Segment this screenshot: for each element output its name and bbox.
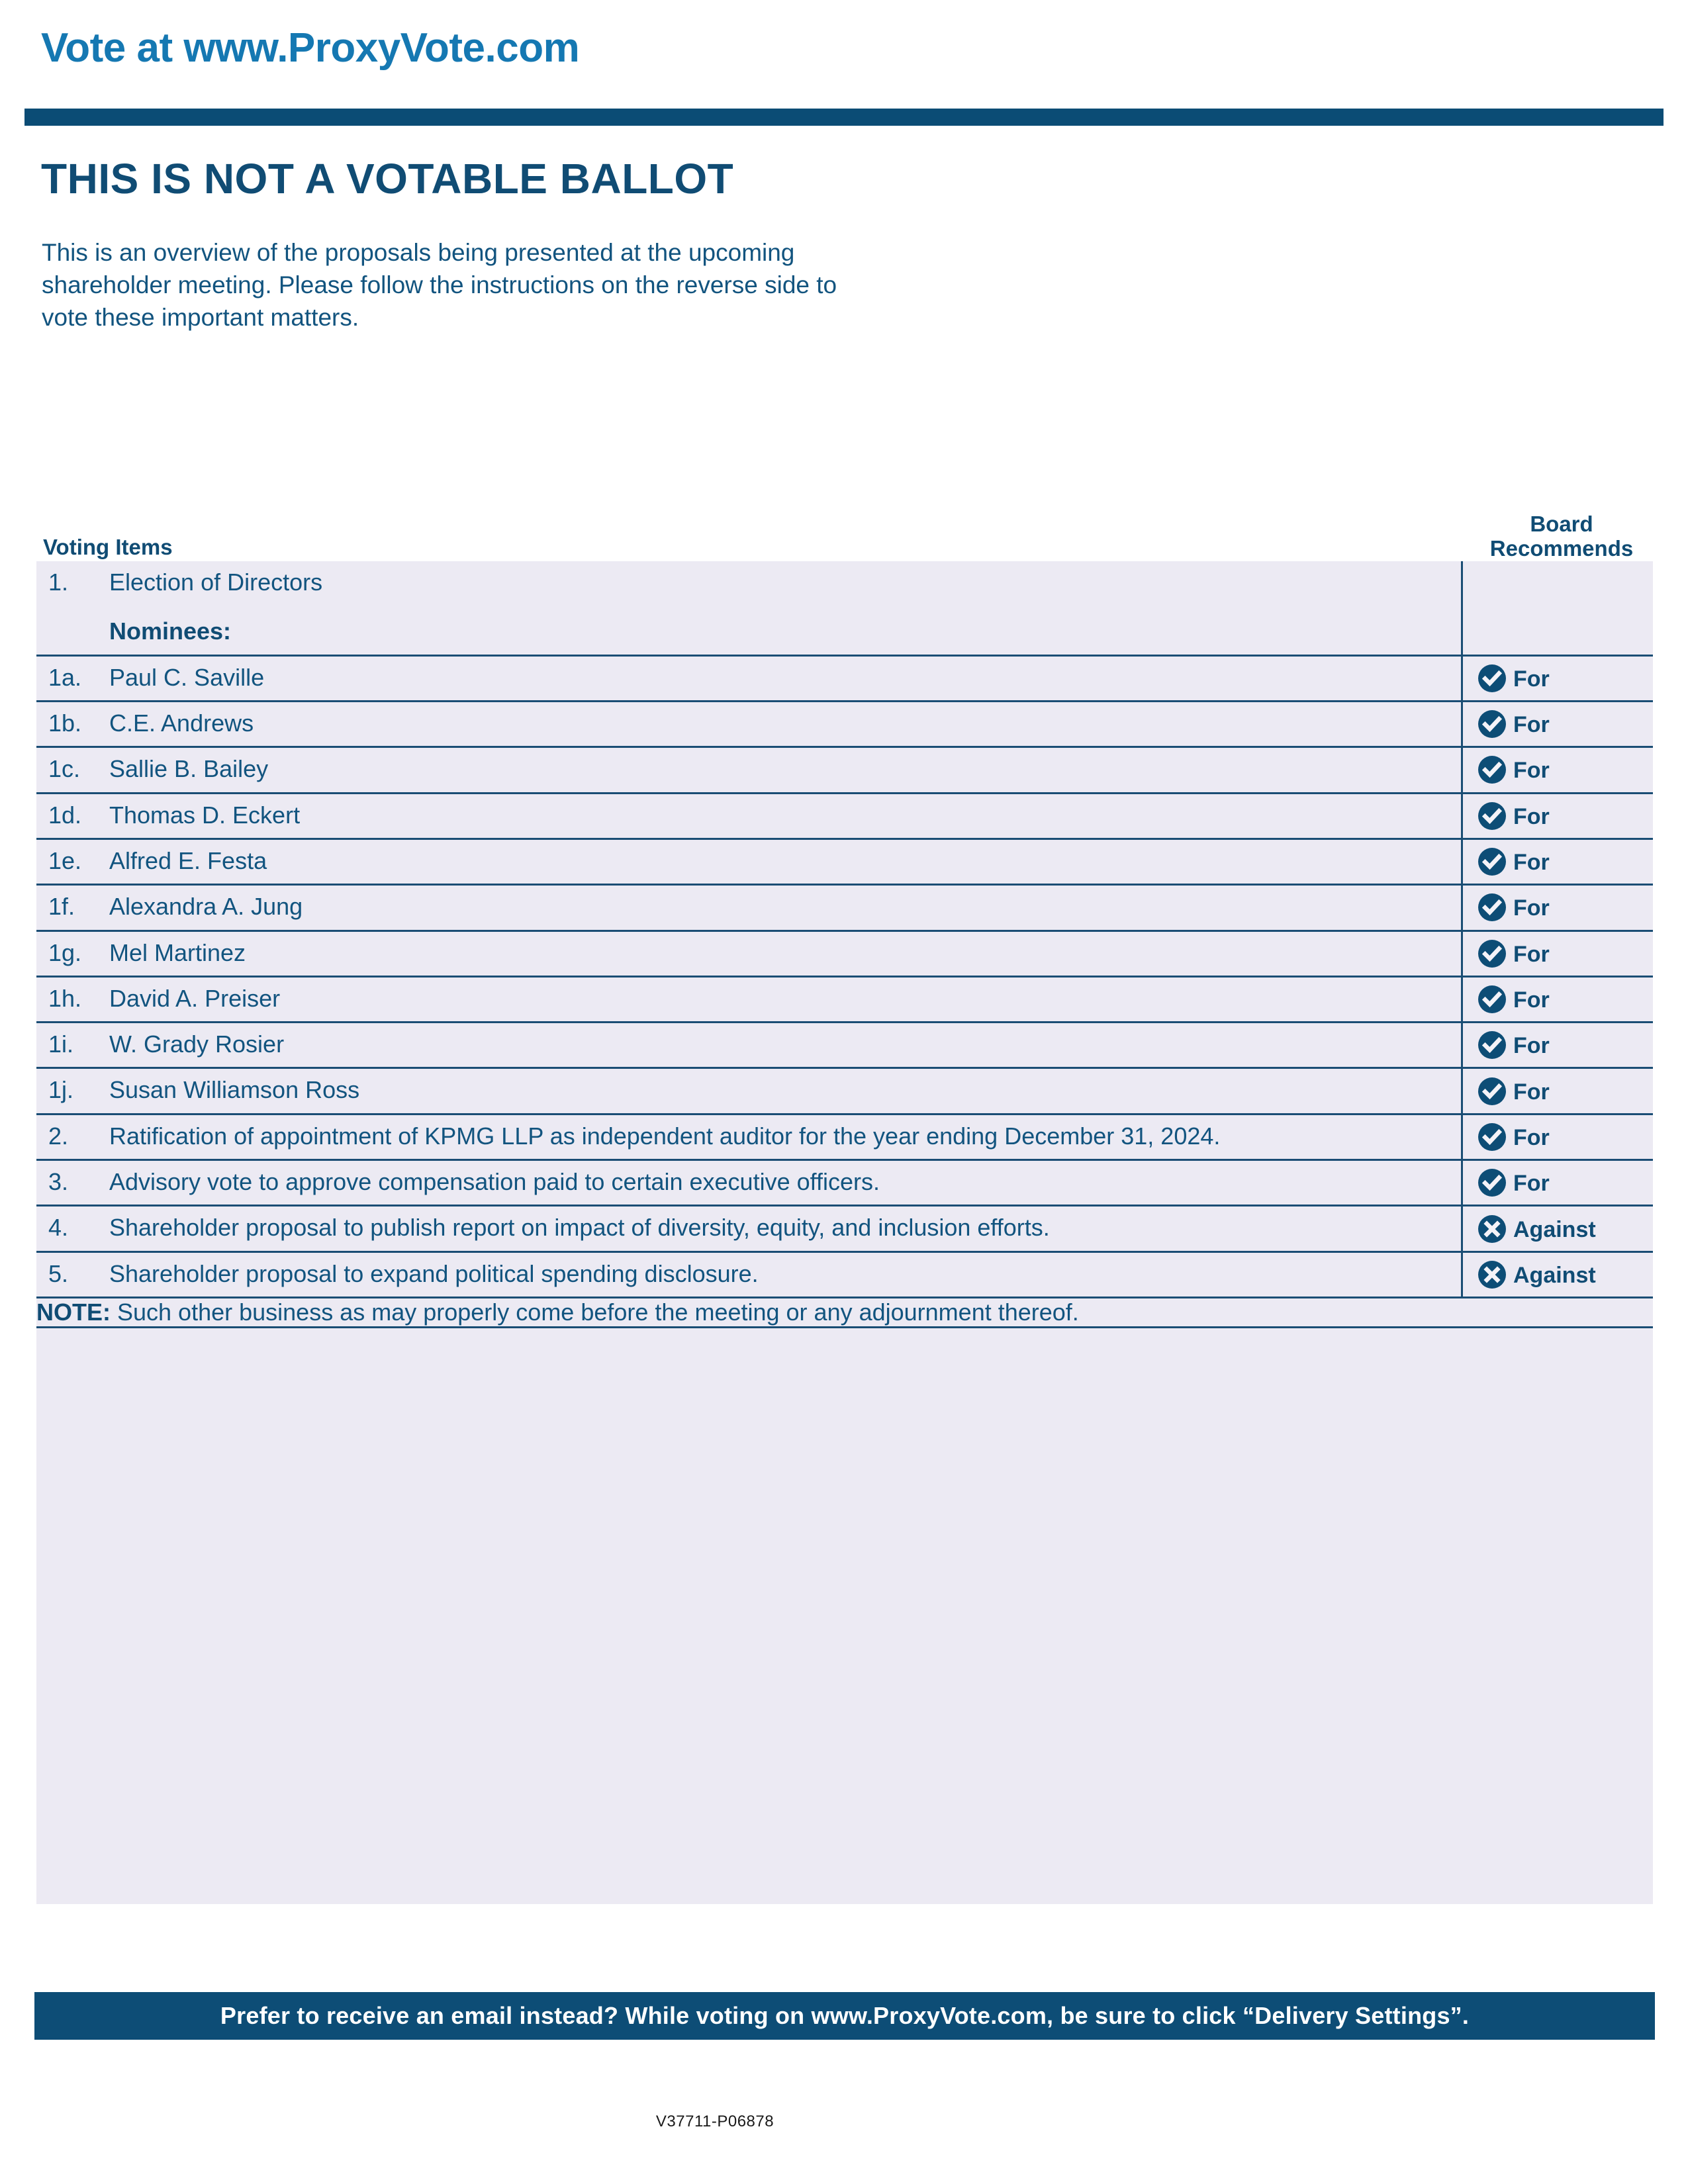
table-row: [36, 1114, 1653, 1160]
nominees-heading: Nominees:: [109, 617, 232, 645]
board-recommendation-cell: [1462, 793, 1654, 839]
check-circle-icon: [1477, 847, 1507, 876]
voting-item-number: 5.: [48, 1259, 69, 1287]
board-recommendation-label: For: [1513, 803, 1550, 829]
voting-item-cell: [36, 1068, 1462, 1114]
note-label: NOTE:: [36, 1298, 111, 1326]
voting-item-number: 4.: [48, 1214, 69, 1242]
check-circle-icon: [1477, 801, 1507, 831]
voting-item-number: 1a.: [48, 663, 82, 691]
note-text: Such other business as may properly come before the meeting or any adjournment thereof.: [111, 1298, 1079, 1326]
voting-item-cell: [36, 1251, 1462, 1297]
column-header-board-recommends: [1479, 512, 1644, 561]
board-recommendation-label: For: [1513, 1033, 1550, 1059]
board-recommendation-label: Against: [1513, 1262, 1596, 1288]
voting-item-number: 1b.: [48, 709, 82, 737]
voting-item-label: Sallie B. Bailey: [109, 755, 269, 783]
board-recommendation: [1477, 893, 1653, 922]
table-blank-area: [36, 1328, 1653, 1905]
proxyvote-url-heading: Vote at www.ProxyVote.com: [41, 25, 580, 71]
board-recommendation-label: For: [1513, 1124, 1550, 1150]
board-recommends-line2: Recommends: [1489, 536, 1634, 561]
voting-item-cell: [36, 1114, 1462, 1160]
intro-paragraph: This is an overview of the proposals being presented at the upcoming shareholder meeting. Please follow the instructions on the reverse side to vote these important matters.: [42, 239, 837, 331]
board-recommendation: [1477, 985, 1653, 1014]
board-recommendation-cell: [1462, 885, 1654, 931]
table-row: [36, 561, 1653, 655]
table-row: [36, 1023, 1653, 1068]
voting-item-label: W. Grady Rosier: [109, 1030, 285, 1058]
voting-item-label: Alexandra A. Jung: [109, 893, 303, 921]
voting-item-number: 1d.: [48, 801, 82, 829]
table-row: [36, 976, 1653, 1022]
board-recommendation-cell: [1462, 839, 1654, 884]
header-divider-bar: [24, 109, 1664, 126]
board-recommendation-cell: [1462, 747, 1654, 793]
voting-item-cell: [36, 976, 1462, 1022]
board-recommendation: [1477, 1168, 1653, 1197]
board-recommendation-cell: [1462, 1114, 1654, 1160]
board-recommendation-label: For: [1513, 666, 1550, 692]
voting-item-label: C.E. Andrews: [109, 709, 254, 737]
voting-item-cell: [36, 1023, 1462, 1068]
table-row: [36, 701, 1653, 747]
board-recommendation: [1477, 1214, 1653, 1244]
voting-item-cell: [36, 747, 1462, 793]
board-recommendation-label: For: [1513, 941, 1550, 967]
document-control-code: V37711-P06878: [655, 2113, 774, 2130]
voting-items-table-wrapper: [36, 503, 1653, 1904]
board-recommendation-cell: [1462, 1160, 1654, 1206]
table-row: [36, 747, 1653, 793]
board-recommendation-cell: [1462, 1023, 1654, 1068]
voting-item-cell: [36, 793, 1462, 839]
table-row: [36, 1068, 1653, 1114]
voting-item-number: 3.: [48, 1168, 69, 1196]
voting-item-cell: [36, 931, 1462, 976]
check-circle-icon: [1477, 939, 1507, 968]
board-recommendation: [1477, 664, 1653, 693]
voting-item-cell: [36, 701, 1462, 747]
voting-item-label: Shareholder proposal to expand political spending disclosure.: [109, 1259, 759, 1287]
board-recommendation-label: For: [1513, 1171, 1550, 1197]
check-circle-icon: [1477, 985, 1507, 1014]
board-recommendation-cell: [1462, 701, 1654, 747]
board-recommendation: [1477, 1030, 1653, 1060]
table-row: [36, 1206, 1653, 1251]
voting-item-number: 1i.: [48, 1030, 74, 1058]
check-circle-icon: [1477, 1168, 1507, 1197]
voting-item-cell: [36, 1206, 1462, 1251]
board-recommendation-label: For: [1513, 758, 1550, 784]
board-recommendation-label: For: [1513, 712, 1550, 738]
board-recommends-line1: Board: [1530, 512, 1593, 537]
board-recommendation: [1477, 801, 1653, 831]
board-recommendation-cell: [1462, 1251, 1654, 1297]
voting-item-label: Thomas D. Eckert: [109, 801, 301, 829]
table-row: [36, 1160, 1653, 1206]
blank-space: [36, 1328, 1653, 1905]
voting-items-table: [36, 561, 1653, 1904]
table-row: [36, 793, 1653, 839]
delivery-settings-footer-banner: Prefer to receive an email instead? While voting on www.ProxyVote.com, be sure to click “Delivery Settings”.: [34, 1992, 1655, 2040]
table-row: [36, 839, 1653, 884]
board-recommendation: [1477, 847, 1653, 876]
proposal-number: 1.: [48, 569, 69, 596]
check-circle-icon: [1477, 1030, 1507, 1060]
board-recommendation-cell: [1462, 976, 1654, 1022]
board-recommendation-label: For: [1513, 850, 1550, 876]
board-recommendation: [1477, 1260, 1653, 1289]
page-title: THIS IS NOT A VOTABLE BALLOT: [41, 155, 734, 203]
voting-item-number: 1j.: [48, 1076, 74, 1104]
voting-item-cell: [36, 1160, 1462, 1206]
check-circle-icon: [1477, 755, 1507, 784]
table-row: [36, 1251, 1653, 1297]
note-cell: [36, 1298, 1653, 1328]
voting-item-cell: [36, 885, 1462, 931]
table-row: [36, 655, 1653, 701]
voting-item-label: Ratification of appointment of KPMG LLP as independent auditor for the year ending December 31, 2024.: [109, 1122, 1221, 1150]
voting-item-label: David A. Preiser: [109, 984, 281, 1012]
voting-item-number: 1f.: [48, 893, 75, 921]
x-circle-icon: [1477, 1214, 1507, 1244]
table-row: [36, 931, 1653, 976]
voting-item-cell: [36, 655, 1462, 701]
proposal-1-cell: [36, 561, 1462, 655]
board-recommendation-cell: [1462, 655, 1654, 701]
board-recommendation-label: For: [1513, 987, 1550, 1013]
board-recommendation-label: Against: [1513, 1216, 1596, 1242]
board-recommendation: [1477, 1122, 1653, 1152]
board-recommendation-cell: [1462, 1206, 1654, 1251]
voting-item-number: 2.: [48, 1122, 69, 1150]
board-recommendation-label: For: [1513, 895, 1550, 921]
voting-item-number: 1g.: [48, 938, 82, 966]
voting-item-label: Shareholder proposal to publish report on impact of diversity, equity, and inclusion efforts.: [109, 1214, 1050, 1242]
voting-item-number: 1c.: [48, 755, 81, 783]
check-circle-icon: [1477, 1122, 1507, 1152]
voting-item-cell: [36, 839, 1462, 884]
voting-item-label: Advisory vote to approve compensation paid to certain executive officers.: [109, 1168, 880, 1196]
voting-item-label: Paul C. Saville: [109, 663, 265, 691]
board-recommendation: [1477, 939, 1653, 968]
board-recommendation-cell: [1462, 1068, 1654, 1114]
proposal-label: Election of Directors: [109, 569, 323, 596]
board-recommendation-label: For: [1513, 1079, 1550, 1105]
x-circle-icon: [1477, 1260, 1507, 1289]
check-circle-icon: [1477, 664, 1507, 693]
check-circle-icon: [1477, 709, 1507, 739]
board-recommendation: [1477, 1077, 1653, 1106]
voting-item-number: 1h.: [48, 984, 82, 1012]
check-circle-icon: [1477, 893, 1507, 922]
table-column-headers: [36, 503, 1653, 561]
table-row: [36, 885, 1653, 931]
board-recommendation-cell: [1462, 931, 1654, 976]
board-recommendation: [1477, 755, 1653, 784]
table-row: [36, 1298, 1653, 1328]
voting-item-number: 1e.: [48, 846, 82, 874]
voting-item-label: Mel Martinez: [109, 938, 246, 966]
voting-item-label: Alfred E. Festa: [109, 846, 267, 874]
check-circle-icon: [1477, 1077, 1507, 1106]
column-header-voting-items: Voting Items: [43, 535, 173, 559]
board-recommendation-cell: [1462, 561, 1654, 655]
board-recommendation: [1477, 709, 1653, 739]
voting-item-label: Susan Williamson Ross: [109, 1076, 360, 1104]
